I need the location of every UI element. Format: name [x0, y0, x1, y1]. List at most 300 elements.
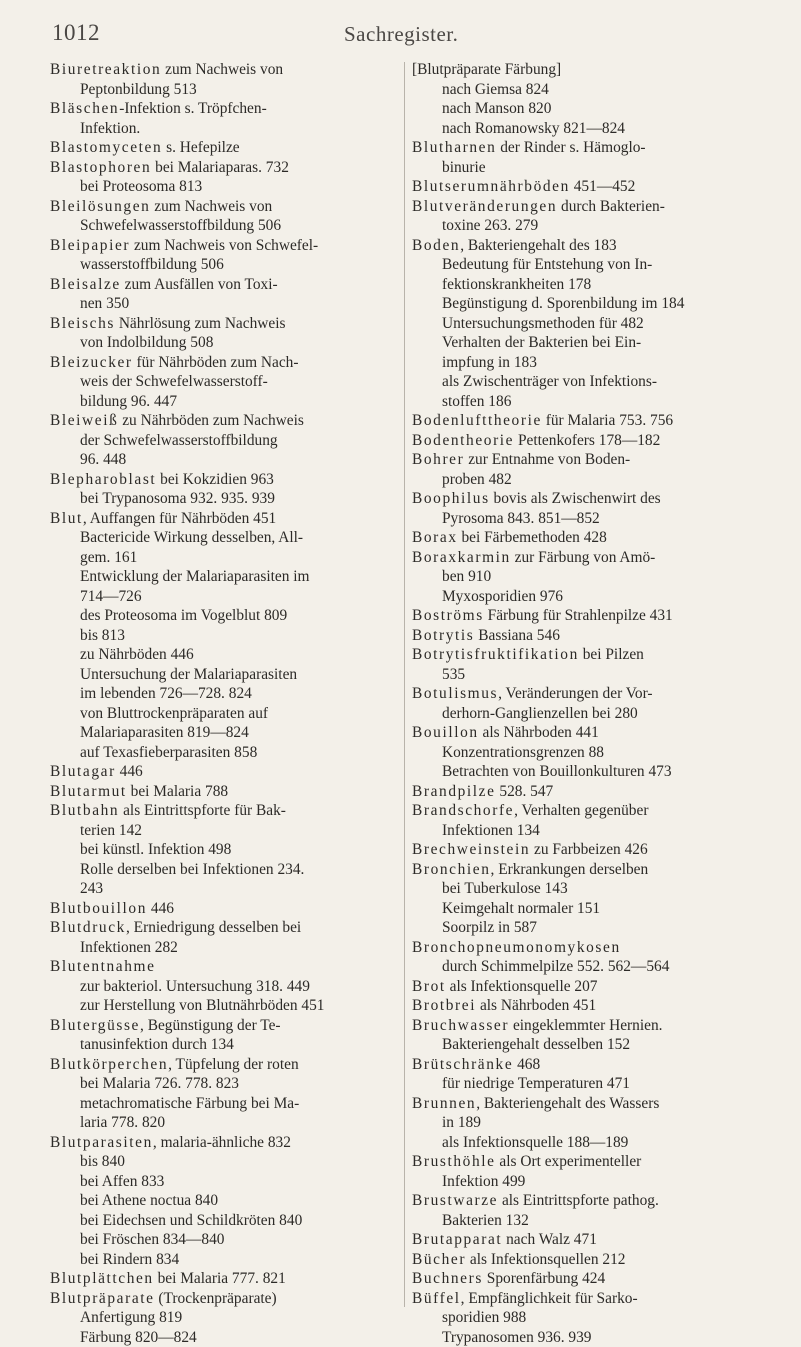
index-text: gem. 161: [80, 549, 137, 566]
index-text: zur Färbung von Amö-: [511, 549, 655, 566]
index-keyword: Boden: [412, 237, 460, 254]
index-entry: [412, 1289, 752, 1309]
index-entry: [50, 489, 395, 509]
index-entry: [412, 1191, 752, 1211]
index-text: tanusinfektion durch 134: [80, 1036, 234, 1053]
index-entry: [50, 138, 395, 158]
index-text: bei Eidechsen und Schildkröten 840: [80, 1212, 302, 1229]
index-text: eingeklemmter Hernien.: [509, 1017, 662, 1034]
index-entry: [50, 587, 395, 607]
index-entry: [412, 782, 752, 802]
index-keyword: Bronchopneumonomykosen: [412, 939, 621, 956]
index-text: Pyrosoma 843. 851—852: [442, 510, 600, 527]
index-entry: [50, 1074, 395, 1094]
index-keyword: Blutveränderungen: [412, 198, 557, 215]
index-entry: [50, 606, 395, 626]
index-entry: [412, 879, 752, 899]
index-keyword: Brustwarze: [412, 1192, 498, 1209]
index-entry: [412, 197, 752, 217]
index-entry: [50, 528, 395, 548]
index-entry: [412, 665, 752, 685]
index-text: bei Affen 833: [80, 1173, 164, 1190]
index-text: Begünstigung d. Sporenbildung im 184: [442, 295, 684, 312]
index-text: , Bakteriengehalt des 183: [460, 237, 616, 254]
index-entry: [412, 801, 752, 821]
index-text: als Nährboden 441: [479, 724, 599, 741]
index-text: Betrachten von Bouillonkulturen 473: [442, 763, 672, 780]
index-text: Konzentrationsgrenzen 88: [442, 744, 604, 761]
index-entry: [50, 723, 395, 743]
index-keyword: Blutharnen: [412, 139, 496, 156]
index-text: bei Rindern 834: [80, 1251, 179, 1268]
index-entry: [412, 528, 752, 548]
index-entry: [412, 1230, 752, 1250]
index-entry: [50, 509, 395, 529]
index-entry: [412, 626, 752, 646]
index-text: Untersuchung der Malariaparasiten: [80, 666, 297, 683]
index-entry: [412, 1133, 752, 1153]
index-entry: [412, 372, 752, 392]
index-text: durch Bakterien-: [557, 198, 665, 215]
index-keyword: Bleisalze: [50, 276, 121, 293]
index-text: (Trockenpräparate): [155, 1290, 277, 1307]
index-entry: [50, 333, 395, 353]
index-entry: [50, 255, 395, 275]
index-text: als Infektionsquelle 188—189: [442, 1134, 628, 1151]
index-keyword: Biuretreaktion: [50, 61, 161, 78]
index-keyword: Blutdruck: [50, 919, 126, 936]
index-entry: [412, 1308, 752, 1328]
index-text: proben 482: [442, 471, 512, 488]
index-keyword: Bronchien: [412, 861, 491, 878]
index-entry: [50, 294, 395, 314]
index-text: zu Nährböden zum Nachweis: [118, 412, 303, 429]
index-entry: [412, 411, 752, 431]
index-text: weis der Schwefelwasserstoff-: [80, 373, 268, 390]
index-entry: [412, 275, 752, 295]
index-entry: [50, 450, 395, 470]
index-text: Trypanosomen 936. 939: [442, 1329, 592, 1346]
index-text: durch Schimmelpilze 552. 562—564: [442, 958, 669, 975]
index-entry: [412, 314, 752, 334]
index-keyword: Bodenlufttheorie: [412, 412, 542, 429]
index-entry: [412, 99, 752, 119]
index-keyword: Bruchwasser: [412, 1017, 509, 1034]
index-text: bei Tuberkulose 143: [442, 880, 568, 897]
index-entry: [412, 80, 752, 100]
index-text: für Nährböden zum Nach-: [133, 354, 299, 371]
index-entry: [50, 977, 395, 997]
index-entry: [412, 1016, 752, 1036]
index-entry: [50, 801, 395, 821]
index-text: [Blutpräparate Färbung]: [412, 61, 561, 78]
index-text: laria 778. 820: [80, 1114, 165, 1131]
index-entry: [412, 918, 752, 938]
index-entry: [50, 119, 395, 139]
index-entry: [50, 860, 395, 880]
index-text: auf Texasfieberparasiten 858: [80, 744, 257, 761]
index-text: terien 142: [80, 822, 142, 839]
index-text: als Infektionsquelle 207: [446, 978, 598, 995]
index-entry: [412, 1035, 752, 1055]
index-keyword: Boophilus: [412, 490, 490, 507]
index-text: bei Färbemethoden 428: [458, 529, 607, 546]
index-entry: [50, 840, 395, 860]
index-text: Bakteriengehalt desselben 152: [442, 1036, 630, 1053]
index-text: Verhalten der Bakterien bei Ein-: [442, 334, 641, 351]
index-text: bei Fröschen 834—840: [80, 1231, 224, 1248]
index-text: s. Hefepilze: [162, 139, 239, 156]
index-text: , Begünstigung der Te-: [140, 1017, 281, 1034]
index-text: 96. 448: [80, 451, 126, 468]
index-text: zur Herstellung von Blutnährböden 451: [80, 997, 325, 1014]
page-header-title: Sachregister.: [344, 22, 458, 47]
index-entry: [412, 236, 752, 256]
index-text: in 189: [442, 1114, 481, 1131]
index-keyword: Blastophoren: [50, 159, 151, 176]
index-text: für niedrige Temperaturen 471: [442, 1075, 630, 1092]
index-text: zum Ausfällen von Toxi-: [121, 276, 278, 293]
index-entry: [50, 704, 395, 724]
index-text: , Auffangen für Nährböden 451: [83, 510, 276, 527]
index-text: impfung in 183: [442, 354, 537, 371]
index-text: 535: [442, 666, 465, 683]
index-keyword: Bleilösungen: [50, 198, 150, 215]
index-entry: [412, 1269, 752, 1289]
page-number: 1012: [52, 20, 100, 46]
index-entry: [50, 957, 395, 977]
index-entry: [50, 353, 395, 373]
index-entry: [412, 509, 752, 529]
index-keyword: Blutbouillon: [50, 900, 147, 917]
index-text: bei Malaria 788: [127, 783, 228, 800]
index-entry: [50, 1308, 395, 1328]
index-entry: [412, 548, 752, 568]
index-keyword: Brunnen: [412, 1095, 476, 1112]
index-text: Nährlösung zum Nachweis: [115, 315, 286, 332]
index-keyword: Bleizucker: [50, 354, 133, 371]
index-entry: [412, 1074, 752, 1094]
index-entry: [50, 1152, 395, 1172]
index-entry: [412, 392, 752, 412]
index-text: bei Trypanosoma 932. 935. 939: [80, 490, 275, 507]
index-keyword: Blastomyceten: [50, 139, 162, 156]
index-keyword: Botrytis: [412, 627, 474, 644]
index-keyword: Blut: [50, 510, 83, 527]
index-entry: [50, 743, 395, 763]
index-text: derhorn-Ganglienzellen bei 280: [442, 705, 638, 722]
index-keyword: Brechweinstein: [412, 841, 530, 858]
index-keyword: Brusthöhle: [412, 1153, 496, 1170]
index-entry: [50, 431, 395, 451]
index-text: bis 813: [80, 627, 125, 644]
index-text: als Nährboden 451: [476, 997, 596, 1014]
index-entry: [50, 684, 395, 704]
index-text: Myxosporidien 976: [442, 588, 563, 605]
index-keyword: Blutentnahme: [50, 958, 156, 975]
index-entry: [412, 333, 752, 353]
index-entry: [50, 177, 395, 197]
index-text: Bactericide Wirkung desselben, All-: [80, 529, 303, 546]
index-text: Peptonbildung 513: [80, 81, 197, 98]
column-divider: [404, 62, 405, 1307]
index-entry: [50, 548, 395, 568]
index-keyword: Bouillon: [412, 724, 479, 741]
index-text: nen 350: [80, 295, 129, 312]
index-entry: [50, 1230, 395, 1250]
index-entry: [412, 1152, 752, 1172]
index-entry: [412, 1094, 752, 1114]
index-entry: [50, 236, 395, 256]
index-text: des Proteosoma im Vogelblut 809: [80, 607, 287, 624]
index-entry: [412, 470, 752, 490]
index-entry: [50, 1269, 395, 1289]
index-text: , Veränderungen der Vor-: [498, 685, 652, 702]
index-entry: [50, 99, 395, 119]
index-text: Infektion 499: [442, 1173, 525, 1190]
index-keyword: Blutarmut: [50, 783, 127, 800]
index-text: bei Malaria 777. 821: [154, 1270, 286, 1287]
index-text: Entwicklung der Malariaparasiten im: [80, 568, 310, 585]
index-text: bildung 96. 447: [80, 393, 177, 410]
index-entry: [50, 197, 395, 217]
index-entry: [412, 567, 752, 587]
index-text: von Indolbildung 508: [80, 334, 213, 351]
index-entry: [412, 353, 752, 373]
index-text: bei Malaria 726. 778. 823: [80, 1075, 239, 1092]
index-column-right: [412, 60, 752, 1347]
index-text: der Rinder s. Hämoglo-: [496, 139, 645, 156]
index-entry: [412, 450, 752, 470]
index-text: Rolle derselben bei Infektionen 234.: [80, 861, 304, 878]
index-text: 468: [513, 1056, 540, 1073]
index-keyword: Bläschen: [50, 100, 119, 117]
index-text: Untersuchungsmethoden für 482: [442, 315, 644, 332]
index-entry: [412, 821, 752, 841]
index-text: wasserstoffbildung 506: [80, 256, 224, 273]
index-text: 446: [116, 763, 143, 780]
index-text: stoffen 186: [442, 393, 511, 410]
index-keyword: Boströms: [412, 607, 484, 624]
index-text: Soorpilz in 587: [442, 919, 537, 936]
index-keyword: Blutbahn: [50, 802, 119, 819]
index-text: Färbung 820—824: [80, 1329, 197, 1346]
index-keyword: Blutagar: [50, 763, 116, 780]
index-keyword: Brandschorfe: [412, 802, 514, 819]
index-entry: [412, 1055, 752, 1075]
index-keyword: Brandpilze: [412, 783, 496, 800]
index-text: bovis als Zwischenwirt des: [490, 490, 661, 507]
index-entry: [50, 1250, 395, 1270]
index-keyword: Bleipapier: [50, 237, 130, 254]
index-entry: [412, 255, 752, 275]
index-text: Bassiana 546: [474, 627, 560, 644]
index-entry: [412, 587, 752, 607]
index-keyword: Brotbrei: [412, 997, 476, 1014]
index-entry: [412, 216, 752, 236]
index-entry: [50, 1133, 395, 1153]
index-text: Schwefelwasserstoffbildung 506: [80, 217, 281, 234]
index-entry: [412, 138, 752, 158]
index-keyword: Blutkörperchen: [50, 1056, 168, 1073]
index-text: zum Nachweis von: [161, 61, 283, 78]
index-text: Pettenkofers 178—182: [514, 432, 660, 449]
index-text: Bakterien 132: [442, 1212, 529, 1229]
index-text: Infektion.: [80, 120, 140, 137]
index-keyword: Bodentheorie: [412, 432, 514, 449]
index-entry: [412, 1328, 752, 1347]
index-entry: [50, 1172, 395, 1192]
index-entry: [50, 879, 395, 899]
index-entry: [412, 1250, 752, 1270]
index-text: im lebenden 726—728. 824: [80, 685, 252, 702]
index-keyword: Bleiweiß: [50, 412, 118, 429]
index-entry: [50, 470, 395, 490]
index-keyword: Blutergüsse: [50, 1017, 140, 1034]
index-text: zum Nachweis von: [150, 198, 272, 215]
index-text: zu Nährböden 446: [80, 646, 194, 663]
index-keyword: Blutserumnährböden: [412, 178, 570, 195]
index-text: bei Malariaparas. 732: [151, 159, 289, 176]
index-entry: [50, 1113, 395, 1133]
index-text: als Eintrittspforte für Bak-: [119, 802, 286, 819]
index-entry: [50, 372, 395, 392]
index-text: binurie: [442, 159, 486, 176]
index-text: bei Pilzen: [579, 646, 644, 663]
index-entry: [50, 626, 395, 646]
index-entry: [412, 938, 752, 958]
index-entry: [412, 606, 752, 626]
index-entry: [412, 177, 752, 197]
index-entry: [412, 60, 752, 80]
index-text: bei Athene noctua 840: [80, 1192, 218, 1209]
index-text: , Bakteriengehalt des Wassers: [476, 1095, 659, 1112]
index-text: , Erniedrigung desselben bei: [126, 919, 301, 936]
index-text: als Zwischenträger von Infektions-: [442, 373, 657, 390]
index-text: der Schwefelwasserstoffbildung: [80, 432, 278, 449]
index-entry: [50, 216, 395, 236]
index-entry: [412, 743, 752, 763]
index-keyword: Blutplättchen: [50, 1270, 154, 1287]
index-text: als Ort experimenteller: [496, 1153, 642, 1170]
index-entry: [50, 567, 395, 587]
index-text: sporidien 988: [442, 1309, 526, 1326]
index-keyword: Bleischs: [50, 315, 115, 332]
index-keyword: Borax: [412, 529, 458, 546]
index-text: , Empfänglichkeit für Sarko-: [461, 1290, 638, 1307]
index-entry: [412, 723, 752, 743]
index-text: metachromatische Färbung bei Ma-: [80, 1095, 299, 1112]
index-entry: [50, 275, 395, 295]
index-text: Infektionen 282: [80, 939, 178, 956]
index-entry: [412, 431, 752, 451]
index-keyword: Buchners: [412, 1270, 483, 1287]
index-entry: [50, 762, 395, 782]
index-entry: [50, 1289, 395, 1309]
index-entry: [50, 158, 395, 178]
index-entry: [412, 957, 752, 977]
index-text: bei künstl. Infektion 498: [80, 841, 231, 858]
index-text: von Bluttrockenpräparaten auf: [80, 705, 268, 722]
index-text: , malaria-ähnliche 832: [153, 1134, 291, 1151]
index-entry: [412, 1113, 752, 1133]
index-entry: [50, 392, 395, 412]
index-keyword: Botrytisfruktifikation: [412, 646, 579, 663]
index-entry: [50, 899, 395, 919]
index-entry: [412, 704, 752, 724]
index-entry: [412, 119, 752, 139]
index-text: 451—452: [570, 178, 635, 195]
index-text: toxine 263. 279: [442, 217, 538, 234]
index-entry: [50, 314, 395, 334]
index-text: bei Kokzidien 963: [156, 471, 274, 488]
index-text: 446: [147, 900, 174, 917]
index-text: , Erkrankungen derselben: [491, 861, 649, 878]
index-entry: [412, 860, 752, 880]
index-text: als Infektionsquellen 212: [466, 1251, 625, 1268]
index-keyword: Blutparasiten: [50, 1134, 153, 1151]
index-entry: [412, 899, 752, 919]
index-keyword: Brot: [412, 978, 446, 995]
index-text: ben 910: [442, 568, 491, 585]
index-entry: [50, 782, 395, 802]
index-text: 243: [80, 880, 103, 897]
index-entry: [50, 60, 395, 80]
index-text: zum Nachweis von Schwefel-: [130, 237, 318, 254]
index-text: Färbung für Strahlenpilze 431: [484, 607, 673, 624]
index-text: bis 840: [80, 1153, 125, 1170]
index-text: , Tüpfelung der roten: [168, 1056, 299, 1073]
index-entry: [412, 1211, 752, 1231]
index-entry: [50, 645, 395, 665]
index-keyword: Büffel: [412, 1290, 461, 1307]
index-text: 714—726: [80, 588, 142, 605]
index-text: Keimgehalt normaler 151: [442, 900, 600, 917]
index-text: fektionskrankheiten 178: [442, 276, 591, 293]
index-text: Sporenfärbung 424: [483, 1270, 605, 1287]
index-entry: [50, 1094, 395, 1114]
index-entry: [50, 665, 395, 685]
index-column-left: [50, 60, 395, 1347]
index-entry: [412, 158, 752, 178]
index-keyword: Blepharoblast: [50, 471, 156, 488]
index-text: bei Proteosoma 813: [80, 178, 202, 195]
index-entry: [50, 1211, 395, 1231]
index-entry: [412, 294, 752, 314]
index-text: nach Walz 471: [502, 1231, 597, 1248]
index-entry: [412, 996, 752, 1016]
index-keyword: Boraxkarmin: [412, 549, 511, 566]
index-text: zur Entnahme von Boden-: [464, 451, 630, 468]
index-text: , Verhalten gegenüber: [514, 802, 648, 819]
index-entry: [50, 1035, 395, 1055]
index-keyword: Bücher: [412, 1251, 466, 1268]
index-text: Malariaparasiten 819—824: [80, 724, 249, 741]
index-entry: [50, 918, 395, 938]
index-entry: [412, 762, 752, 782]
index-text: -Infektion s. Tröpfchen-: [119, 100, 266, 117]
index-keyword: Brütschränke: [412, 1056, 513, 1073]
index-entry: [412, 684, 752, 704]
index-text: 528. 547: [496, 783, 554, 800]
index-text: nach Giemsa 824: [442, 81, 549, 98]
index-keyword: Brutapparat: [412, 1231, 502, 1248]
index-entry: [50, 1191, 395, 1211]
index-text: zu Farbbeizen 426: [530, 841, 648, 858]
index-text: für Malaria 753. 756: [542, 412, 673, 429]
index-entry: [50, 821, 395, 841]
index-entry: [412, 489, 752, 509]
